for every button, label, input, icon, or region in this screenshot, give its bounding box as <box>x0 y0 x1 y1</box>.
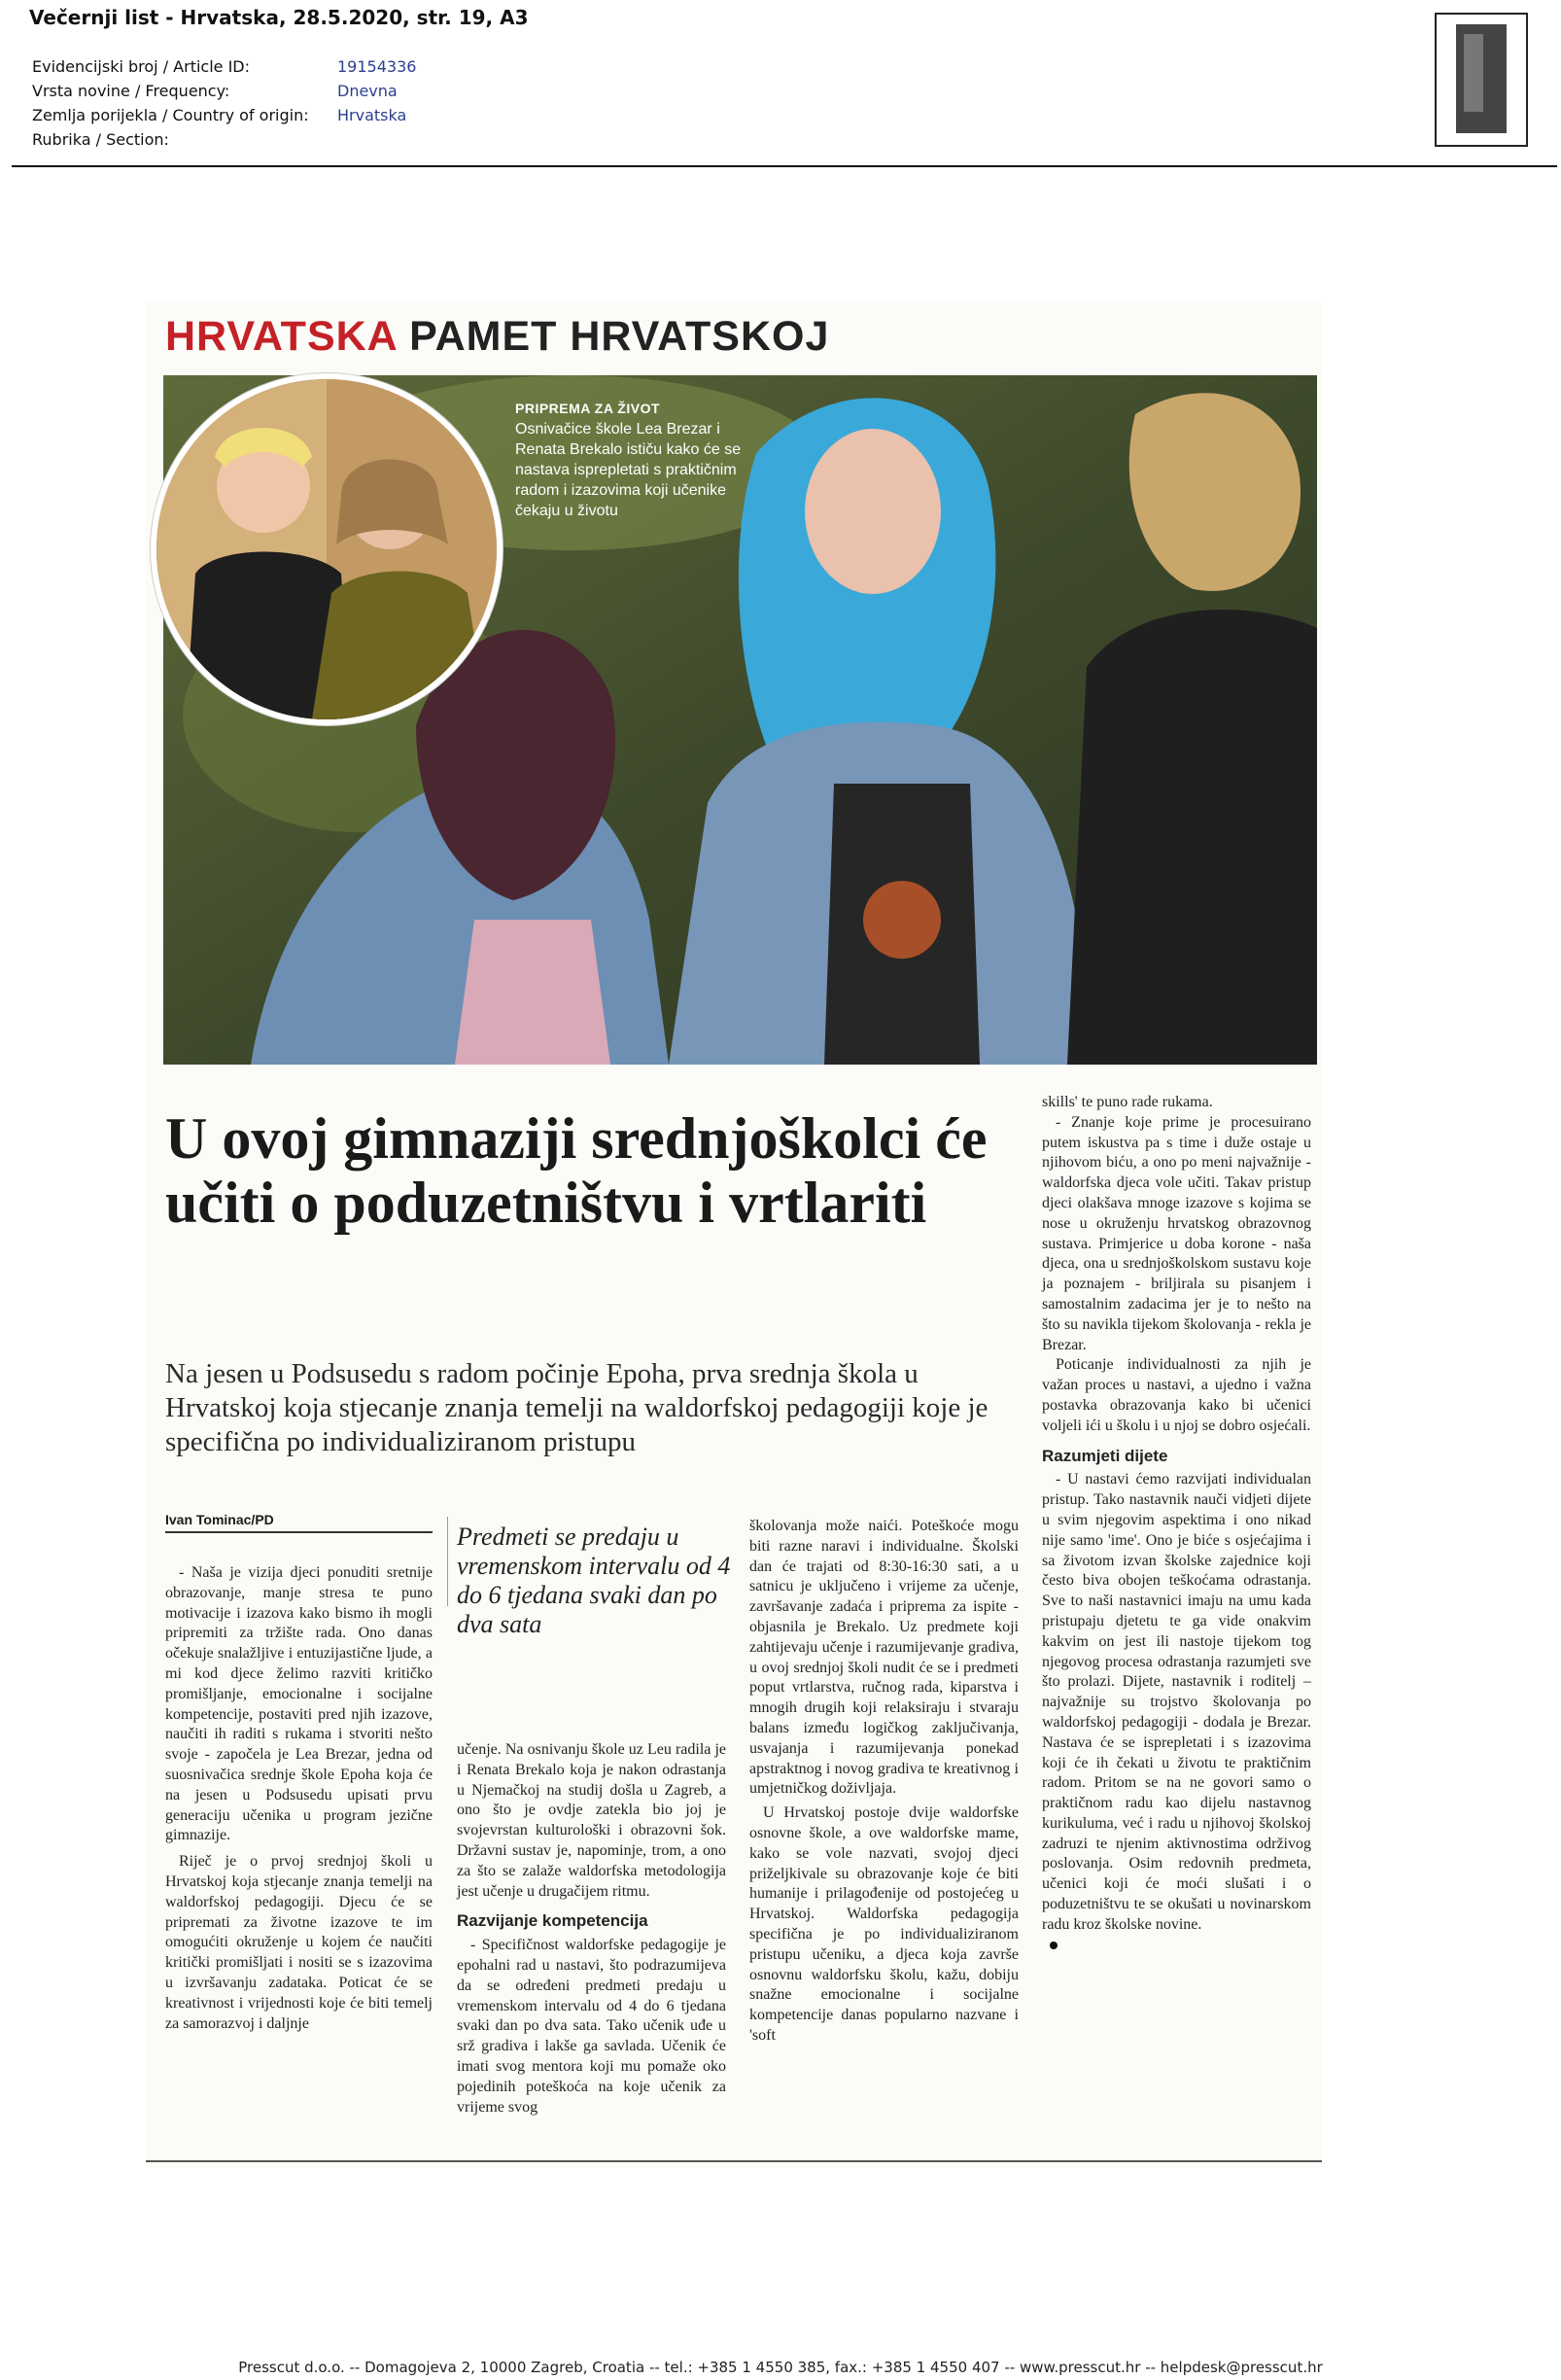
page-thumbnail[interactable] <box>1435 13 1528 147</box>
section-heading-red: HRVATSKA <box>165 313 398 360</box>
paragraph: Riječ je o prvoj srednjoj školi u Hrvatskoj koja stjecanje znanja temelji na waldorfskoj pedagogiji. Djecu će se pripremati za životne izazove te im omogućiti okruženje u kojem će naučiti kritički promišljati i nositi se s izazovima u izvršavanju zadataka. Poticat će se kreativnost i vrijednosti koje će biti temelj za samorazvoj i daljnje <box>165 1853 433 2032</box>
paragraph: - Specifičnost waldorfske pedagogije je epohalni rad u nastavi, što podrazumijeva da se određeni predmeti predaju u vremenskom intervalu od 4 do 6 tjedana svaki dan po dva sata. Tako učenik uđe u srž gradiva i lakše ga savlada. Učenik će imati svog mentora koji mu pomaže oko pojedinih poteškoća na koje učenik za vrijeme svog <box>457 1937 726 2116</box>
text-column-1 <box>165 1563 433 2034</box>
meta-row <box>32 79 416 103</box>
paragraph: školovanja može naići. Poteškoće mogu biti razne naravi i individualne. Školski dan će trajati od 8:30-16:30 sati, a u satnicu je uključeno i vrijeme za učenje, završavanje zadaća i priprema za ispite - objasnila je Brekalo. Uz predmete koji zahtijevaju učenje i razumijevanje gradiva, u ovoj srednjoj školi nudit će se i predmeti poput vrtlarstva, ručnog rada, kiparstva i mnogih drugih koji relaksiraju i stvaraju balans između logičkog zaključivanja, usvajanja i razumijevanja ponekad apstraktnog i novog gradiva te kreativnog i umjetničkog doživljaja. <box>749 1518 1019 1798</box>
meta-row <box>32 127 416 152</box>
paragraph: - U nastavi ćemo razvijati individualan pristup. Tako nastavnik nauči vidjeti dijete u svim njegovim aspektima i ono nikad nije samo 'ime'. Ono je biće s osjećajima i sa životom izvan školske zajednice koji često biva obojen teškoćama odrastanja. Sve to naši nastavnici imaju na umu kada pristupaju djetetu te ga vide onakvim kakvim on jest ili nastoje tijekom tog njegovog procesa odrastanja razumjeti sve što prolazi. Dijete, nastavnik i roditelj – najvažnije su trojstvo školovanja po waldorfskoj pedagogiji - dodala je Brezar. Nastava će se isprepletati i s izazovima koji će ih čekati u životu te praktičnim radom. Pritom se na ne govori samo o praktičnom radu kao dijelu nastavnog kurikuluma, već i radu u njihovoj školskoj zadruzi te njenim aktivnostima održivog poslovanja. Osim redovnih predmeta, učenici koji će moći slušati i o poduzetništvu te se okušati u novinarskom radu kroz školske novine. <box>1042 1471 1311 1933</box>
meta-value: 19154336 <box>337 57 417 76</box>
byline-divider <box>165 1531 433 1533</box>
founders-inset-photo <box>151 373 503 725</box>
article-lead: Na jesen u Podsusedu s radom počinje Epoha, prva srednja škola u Hrvatskoj koja stjecanje znanja temelji na waldorfskoj pedagogiji koje je specifična po individualiziranom pristupu <box>165 1358 989 1457</box>
thumbnail-content <box>1464 34 1483 112</box>
article-headline: U ovoj gimnaziji srednjoškolci će učiti o poduzetništvu i vrtlariti <box>165 1106 988 1235</box>
paragraph: U Hrvatskoj postoje dvije waldorfske osnovne škole, a ove waldorfske mame, kako se vole nazvati, svojoj djeci priželjkivale su obrazovanje koje će biti humanije i prilagođenije od postojećeg u Hrvatskoj. Waldorfska pedagogija specifična je po individualiziranom pristupu učeniku, a djeca koja završe osnovnu waldorfsku školu, kažu, dobiju snažne emocionalne i socijalne kompetencije danas popularno nazvane i 'soft <box>749 1804 1019 2044</box>
meta-label: Rubrika / Section: <box>32 130 169 149</box>
meta-label: Evidencijski broj / Article ID: <box>32 57 251 76</box>
byline: Ivan Tominac/PD <box>165 1512 274 1527</box>
meta-label: Zemlja porijekla / Country of origin: <box>32 106 309 124</box>
paragraph: - Znanje koje prime je procesuirano putem iskustva pa s time i duže ostaje u njihovom biću, a ono po meni najvažnije - waldorfska djeca vole učiti. Takav pristup djeci olakšava mnoge izazove s kojima se nose u okruženju hrvatskog obrazovnog sustava. Primjerice u doba korone - naša djeca, ona u srednjoškolskom sustavu koje ja poznajem - briljirala su pisanjem i samostalnim zadacima jer je to nešto na što su navikla tijekom školovanja - rekla je Brezar. <box>1042 1113 1311 1353</box>
publication-title: Večernji list - Hrvatska, 28.5.2020, str. 19, A3 <box>29 6 529 29</box>
end-mark <box>1050 1942 1058 1949</box>
text-column-3 <box>749 1517 1019 2047</box>
meta-value: Hrvatska <box>337 106 407 124</box>
paragraph: skills' te puno rade rukama. <box>1042 1094 1213 1110</box>
pullquote: Predmeti se predaju u vremenskom intervalu od 4 do 6 tjedana svaki dan po dva sata <box>457 1522 731 1638</box>
header-divider <box>12 165 1557 167</box>
pullquote-divider <box>447 1517 448 1606</box>
section-heading <box>165 313 829 361</box>
article-meta <box>32 54 416 152</box>
meta-row <box>32 54 416 79</box>
paragraph: Poticanje individualnosti za njih je važan proces u nastavi, a ujedno i važna postavka obrazovanja kako bi učenici voljeli ići u školu i u njoj se dobro osjećali. <box>1042 1356 1311 1434</box>
founders-photo <box>156 379 497 719</box>
clipping-header <box>29 6 1526 29</box>
paragraph: - Naša je vizija djeci ponuditi sretnije obrazovanje, manje stresa te puno motivacije i izazova kako bismo ih mogli pripremiti za tržište rada. Ono danas očekuje snalažljive i entuzijastične ljude, a mi kod djece želimo razviti kritičko promišljanje, emocionalne i socijalne kompetencije, postaviti pred njih izazove, naučiti ih raditi s rukama i stvoriti nešto svoje - započela je Lea Brezar, jedna od suosnivačica srednje škole Epoha koja će na jesen u Podsusedu upisati prvu generaciju učenika u program jezične gimnazije. <box>165 1564 433 1844</box>
footer: Presscut d.o.o. -- Domagojeva 2, 10000 Zagreb, Croatia -- tel.: +385 1 4550 385, fax.: +385 1 4550 407 -- www.presscut.hr -- helpdesk@presscut.hr <box>238 2359 1323 2376</box>
meta-row <box>32 103 416 127</box>
caption-text: Osnivačice škole Lea Brezar i Renata Brekalo ističu kako će se nastava isprepletati s praktičnim radom i izazovima koji učenike čekaju u životu <box>515 421 742 519</box>
subheading: Razumjeti dijete <box>1042 1446 1168 1465</box>
section-heading-black: PAMET HRVATSKOJ <box>409 313 830 360</box>
paragraph: učenje. Na osnivanju škole uz Leu radila je i Renata Brekalo koja je nakon odrastanja u Njemačkoj na studij došla u Zagreb, a ono što je ovdje zatekla bio joj je svojevrstan kulturološki i obrazovni šok. Državni sustav je, napominje, trom, a ono za što se zalaže waldorfska metodologija jest učenje u drugačijem ritmu. <box>457 1741 726 1900</box>
meta-value: Dnevna <box>337 82 398 100</box>
subheading: Razvijanje kompetencija <box>457 1911 648 1931</box>
meta-label: Vrsta novine / Frequency: <box>32 82 230 100</box>
clipping-bottom-rule <box>146 2160 1322 2162</box>
text-column-4 <box>1042 1093 1311 1955</box>
photo-caption <box>515 399 758 521</box>
caption-heading: PRIPREMA ZA ŽIVOT <box>515 401 661 416</box>
text-column-2 <box>457 1740 726 2118</box>
